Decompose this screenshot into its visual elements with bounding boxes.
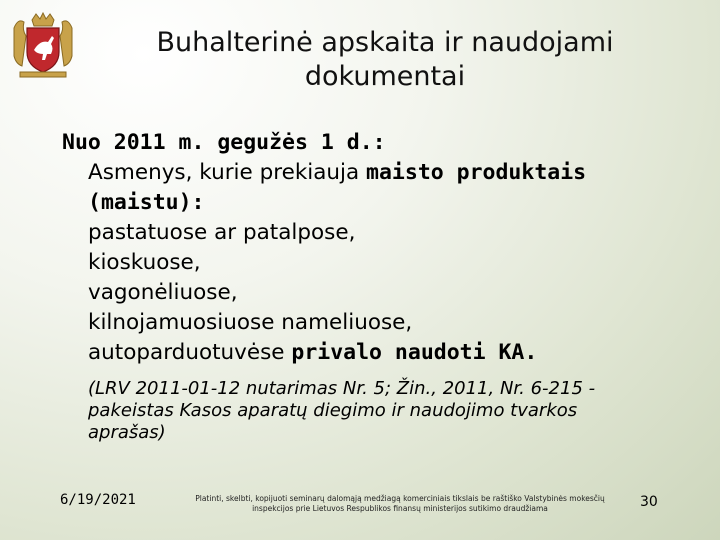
slide-title: Buhalterinė apskaita ir naudojami dokumentai: [156, 27, 614, 92]
last-line-bold: privalo naudoti KA.: [291, 340, 538, 365]
list-item-last: [62, 338, 672, 368]
footer-notice: Platinti, skelbti, kopijuoti seminarų dalomąją medžiagą komerciniais tikslais be raštiško Valstybinės mokesčių inspekcijos prie Lietuvos Respublikos finansų ministerijos sutikimo draudžiama: [195, 494, 605, 513]
paragraph-text: Asmenys, kurie prekiauja: [88, 160, 367, 185]
page-number: 30: [640, 494, 658, 510]
list-item: vagonėliuose,: [88, 280, 238, 305]
list-item: pastatuose ar patalpose,: [88, 220, 356, 245]
main-content: [62, 128, 672, 368]
paragraph: [62, 158, 672, 218]
legal-note: (LRV 2011-01-12 nutarimas Nr. 5; Žin., 2011, Nr. 6-215 - pakeistas Kasos aparatų diegimo ir naudojimo tvarkos aprašas): [88, 378, 596, 443]
paragraph-bold: maisto produktais (maistu):: [88, 160, 587, 215]
last-line-text: autoparduotuvėse: [88, 340, 292, 365]
lead-line: Nuo 2011 m. gegužės 1 d.:: [62, 130, 386, 155]
list-item: kilnojamuosiuose nameliuose,: [88, 310, 413, 335]
coat-of-arms-icon: [10, 10, 76, 80]
list-item: kioskuose,: [88, 250, 201, 275]
footer-date: 6/19/2021: [60, 492, 136, 508]
